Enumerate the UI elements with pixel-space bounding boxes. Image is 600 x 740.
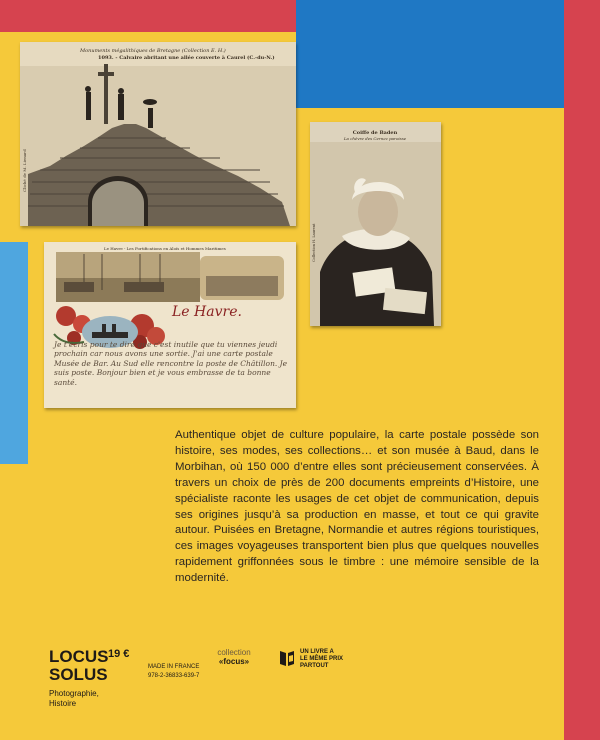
blue-band-left xyxy=(0,242,28,464)
collection-name: «focus» xyxy=(218,657,250,666)
book-price-line-1: UN LIVRE A xyxy=(300,649,334,655)
made-in-france: MADE IN FRANCE xyxy=(148,664,200,670)
isbn: 978-2-36833-639-7 xyxy=(148,673,200,679)
calvaire-caption-title: 1093. - Calvaire abritant une allée couverte à Caurel (C.-du-N.) xyxy=(98,55,275,61)
red-band-top xyxy=(0,0,296,32)
collection-label: collection xyxy=(217,648,251,657)
le-havre-caption: Le Havre - Les Fortifications en Aloïs et Hommes Maritimes xyxy=(104,246,226,251)
category-line-2: Histoire xyxy=(49,699,77,708)
red-band-right xyxy=(564,0,600,740)
bretonne-caption-title: Coiffe de Baden xyxy=(352,130,398,136)
calvaire-caption-series: Monuments mégalithiques de Bretagne (Collection E. H.) xyxy=(80,48,226,54)
book-price-icon xyxy=(279,649,295,667)
description-paragraph: Authentique objet de culture populaire, la carte postale possède son histoire, ses modes, ses collections… et son musée à Baud, dans le Morbihan, où 150 000 d’entre elles sont précieusement conservées. À travers un choix de près de 200 documents empreints d’Histoire, une spécialiste raconte les usages de cet objet de communication, depuis ses origines jusqu’à sa production en masse, et tout ce qui gravite autour. Puisées en Bretagne, Normandie et autres régions touristiques, ces images voyageuses transportent bien plus que quelques nouvelles rapidement griffonnées sous le timbre : une mémoire sensible de la modernité. xyxy=(175,429,539,585)
svg-text:Cliché de M. Lienard: Cliché de M. Lienard xyxy=(22,149,27,192)
collection-focus xyxy=(204,648,264,666)
postcard-calvaire xyxy=(20,42,296,226)
postcard-le-havre xyxy=(44,242,296,408)
book-price-line-3: PARTOUT xyxy=(300,663,329,669)
back-cover-description xyxy=(175,428,539,587)
price: 19 € xyxy=(108,648,130,660)
publisher-category xyxy=(49,689,99,709)
blue-band-top xyxy=(296,0,564,108)
logo-word-solus: SOLUS xyxy=(49,665,108,684)
le-havre-handwritten-message: Je t'écris pour te dire que c'est inutile que tu viennes jeudi prochain car nous avons une sortie. J'ai une carte postale Musée de Bar. Au Sud elle rencontre la poste de Châtillon. Je suis poste. Bonjour bien et je vous embrasse de ta bonne santé. xyxy=(54,340,288,387)
le-havre-greeting: Le Havre. xyxy=(172,304,242,320)
book-price-notice xyxy=(300,649,360,670)
logo-word-locus: LOCUS xyxy=(49,647,109,666)
calvaire-photo xyxy=(20,42,296,226)
book-price-line-2: LE MÊME PRIX xyxy=(300,656,344,662)
category-line-1: Photographie, xyxy=(49,689,99,698)
bretonne-photo xyxy=(310,122,441,326)
postcard-bretonne xyxy=(310,122,441,326)
svg-text:Collection H. Laurent: Collection H. Laurent xyxy=(312,223,316,262)
locus-solus-logo xyxy=(49,647,109,684)
bretonne-caption-sub: La chèvre des Cernez paroisse xyxy=(343,136,407,141)
